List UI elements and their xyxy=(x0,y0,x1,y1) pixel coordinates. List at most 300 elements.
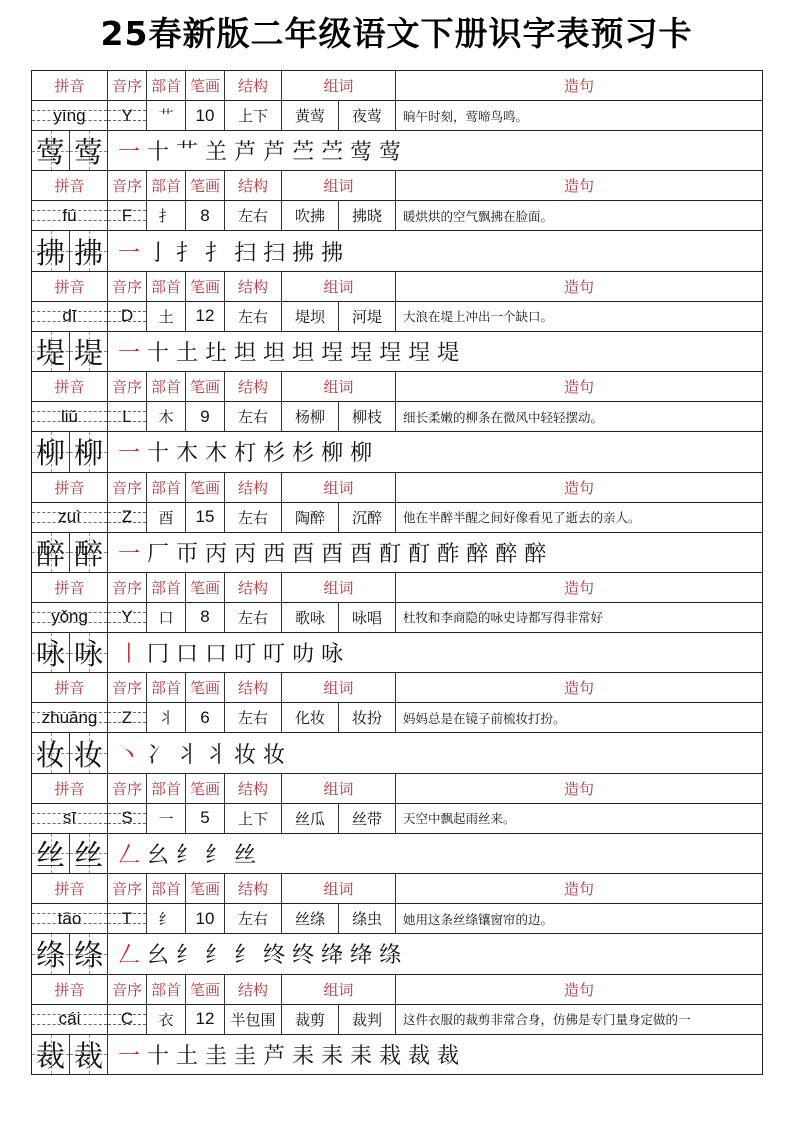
bushou-cell: 一 xyxy=(147,804,186,833)
word-2-cell: 河堤 xyxy=(339,302,396,331)
model-character: 咏 xyxy=(35,637,65,672)
stroke-step: 丶 xyxy=(118,742,141,768)
model-character: 醉 xyxy=(73,536,103,571)
pinyin-text: yǒng xyxy=(51,607,88,627)
tianzige-box-1 xyxy=(32,1035,70,1074)
header-bihua: 笔画 xyxy=(186,71,225,100)
stroke-step: 酢 xyxy=(437,541,460,567)
character-card xyxy=(32,873,762,973)
pinyin-text: cái xyxy=(58,1009,81,1029)
stroke-step: 土 xyxy=(176,1043,199,1069)
header-bushou: 部首 xyxy=(147,71,186,100)
header-pinyin: 拼音 xyxy=(32,372,108,401)
tianzige-box-2 xyxy=(70,934,108,973)
character-card xyxy=(32,271,762,371)
header-yinxu: 音序 xyxy=(108,975,147,1004)
header-zuci: 组词 xyxy=(282,171,396,200)
tianzige-box-1 xyxy=(32,131,70,170)
stroke-step: 杉 xyxy=(292,441,315,467)
pinyin-cell xyxy=(32,1005,108,1034)
info-row xyxy=(32,702,762,732)
header-jiegou: 结构 xyxy=(225,673,282,702)
stroke-step: 绦 xyxy=(379,943,402,969)
yinxu-text: S xyxy=(121,808,133,828)
sentence-cell: 杜牧和李商隐的咏史诗都写得非常好 xyxy=(403,610,604,626)
pinyin-text: yīng xyxy=(53,105,86,125)
header-yinxu: 音序 xyxy=(108,673,147,702)
jiegou-cell: 上下 xyxy=(225,101,282,130)
tianzige-box-1 xyxy=(32,533,70,572)
header-row xyxy=(32,974,762,1004)
stroke-step: 坦 xyxy=(263,340,286,366)
word-1-cell: 化妆 xyxy=(282,703,339,732)
yinxu-cell xyxy=(108,904,147,933)
header-jiegou: 结构 xyxy=(225,874,282,903)
stroke-step: 丙 xyxy=(205,541,228,567)
sentence-cell: 晌午时刻，莺啼鸟鸣。 xyxy=(403,108,529,124)
model-character: 莺 xyxy=(73,135,103,170)
stroke-step: 终 xyxy=(292,943,315,969)
bihua-cell: 10 xyxy=(186,904,225,933)
stroke-step: 𦍌 xyxy=(205,140,228,166)
header-zuci: 组词 xyxy=(282,473,396,502)
stroke-step: 丨 xyxy=(118,642,141,668)
header-row xyxy=(32,472,762,502)
tianzige-box-2 xyxy=(70,432,108,471)
pinyin-cell xyxy=(32,804,108,833)
yinxu-text: L xyxy=(122,406,132,426)
stroke-step: 埕 xyxy=(408,340,431,366)
header-zaoju: 造句 xyxy=(563,578,594,597)
stroke-order-sequence xyxy=(108,1035,762,1074)
header-zaoju: 造句 xyxy=(563,277,594,296)
model-character: 堤 xyxy=(73,335,103,370)
word-2-cell: 柳枝 xyxy=(339,402,396,431)
stroke-step: 丬 xyxy=(205,742,228,768)
practice-row xyxy=(32,732,762,772)
stroke-step: 艹 xyxy=(176,140,199,166)
stroke-step: 裁 xyxy=(408,1043,431,1069)
stroke-step: 木 xyxy=(176,441,199,467)
info-row xyxy=(32,502,762,532)
character-card xyxy=(32,472,762,572)
word-1-cell: 吹拂 xyxy=(282,201,339,230)
bihua-cell: 15 xyxy=(186,503,225,532)
pinyin-text: zuì xyxy=(58,507,81,527)
tianzige-box-2 xyxy=(70,834,108,873)
stroke-step: 幺 xyxy=(147,943,170,969)
stroke-step: 口 xyxy=(205,642,228,668)
yinxu-cell xyxy=(108,503,147,532)
pinyin-text: tāo xyxy=(57,908,82,928)
stroke-step: 酉 xyxy=(350,541,373,567)
header-bushou: 部首 xyxy=(147,774,186,803)
stroke-step: 幺 xyxy=(147,842,170,868)
bihua-cell: 9 xyxy=(186,402,225,431)
stroke-step: 圭 xyxy=(205,1043,228,1069)
jiegou-cell: 左右 xyxy=(225,201,282,230)
pinyin-text: dī xyxy=(62,306,77,326)
header-zaoju: 造句 xyxy=(563,679,594,698)
stroke-step: 丬 xyxy=(176,742,199,768)
stroke-step: 芦 xyxy=(234,140,257,166)
header-zuci: 组词 xyxy=(282,573,396,602)
header-zaoju: 造句 xyxy=(563,980,594,999)
page-title: 25春新版二年级语文下册识字表预习卡 xyxy=(100,14,693,53)
tianzige-box-1 xyxy=(32,231,70,270)
practice-row xyxy=(32,1034,762,1074)
header-pinyin: 拼音 xyxy=(32,673,108,702)
tianzige-box-2 xyxy=(70,1035,108,1074)
info-row xyxy=(32,903,762,933)
sentence-cell: 这件衣服的裁剪非常合身，仿佛是专门量身定做的一 xyxy=(403,1012,691,1028)
stroke-step: 纟 xyxy=(234,943,257,969)
stroke-step: 咏 xyxy=(321,642,344,668)
yinxu-text: C xyxy=(120,1009,134,1029)
header-pinyin: 拼音 xyxy=(32,774,108,803)
header-row xyxy=(32,672,762,702)
character-preview-table xyxy=(31,70,763,1075)
character-card xyxy=(32,572,762,672)
bushou-cell: 口 xyxy=(147,603,186,632)
header-pinyin: 拼音 xyxy=(32,171,108,200)
stroke-step: 一 xyxy=(118,240,141,266)
stroke-step: 纟 xyxy=(205,842,228,868)
stroke-step: 一 xyxy=(118,140,141,166)
header-zuci: 组词 xyxy=(282,673,396,702)
header-pinyin: 拼音 xyxy=(32,71,108,100)
yinxu-text: D xyxy=(120,306,134,326)
header-zaoju: 造句 xyxy=(563,880,594,899)
tianzige-box-1 xyxy=(32,633,70,672)
info-row xyxy=(32,1004,762,1034)
stroke-step: 纟 xyxy=(176,943,199,969)
tianzige-box-2 xyxy=(70,633,108,672)
character-card xyxy=(32,70,762,170)
header-jiegou: 结构 xyxy=(225,975,282,1004)
header-zuci: 组词 xyxy=(282,372,396,401)
stroke-step: 十 xyxy=(147,140,170,166)
character-card xyxy=(32,170,762,270)
stroke-step: 𠃋 xyxy=(118,842,141,868)
yinxu-cell xyxy=(108,603,147,632)
header-row xyxy=(32,371,762,401)
header-bihua: 笔画 xyxy=(186,272,225,301)
stroke-order-sequence xyxy=(108,633,762,672)
stroke-step: 圵 xyxy=(205,340,228,366)
info-row xyxy=(32,100,762,130)
word-1-cell: 丝绦 xyxy=(282,904,339,933)
pinyin-text: zhuāng xyxy=(41,707,98,727)
stroke-order-sequence xyxy=(108,533,762,572)
jiegou-cell: 左右 xyxy=(225,603,282,632)
word-2-cell: 妆扮 xyxy=(339,703,396,732)
sentence-cell: 细长柔嫩的柳条在微风中轻轻摆动。 xyxy=(403,409,604,425)
bihua-cell: 8 xyxy=(186,603,225,632)
header-bushou: 部首 xyxy=(147,372,186,401)
header-zuci: 组词 xyxy=(282,71,396,100)
sentence-cell: 她用这条丝绦镶窗帘的边。 xyxy=(403,911,554,927)
word-1-cell: 杨柳 xyxy=(282,402,339,431)
info-row xyxy=(32,803,762,833)
header-jiegou: 结构 xyxy=(225,272,282,301)
pinyin-cell xyxy=(32,503,108,532)
stroke-step: 栽 xyxy=(379,1043,402,1069)
yinxu-text: Y xyxy=(121,105,133,125)
tianzige-box-2 xyxy=(70,733,108,772)
stroke-step: 芦 xyxy=(263,140,286,166)
word-2-cell: 裁判 xyxy=(339,1005,396,1034)
stroke-step: 终 xyxy=(263,943,286,969)
model-character: 柳 xyxy=(73,436,103,471)
stroke-step: 绛 xyxy=(350,943,373,969)
jiegou-cell: 上下 xyxy=(225,804,282,833)
stroke-step: 叻 xyxy=(292,642,315,668)
jiegou-cell: 左右 xyxy=(225,904,282,933)
stroke-step: 朾 xyxy=(234,441,257,467)
header-jiegou: 结构 xyxy=(225,171,282,200)
bihua-cell: 12 xyxy=(186,1005,225,1034)
yinxu-text: Z xyxy=(121,707,133,727)
practice-row xyxy=(32,933,762,973)
stroke-step: 醉 xyxy=(524,541,547,567)
tianzige-box-1 xyxy=(32,733,70,772)
practice-row xyxy=(32,431,762,471)
tianzige-box-1 xyxy=(32,332,70,371)
word-2-cell: 丝带 xyxy=(339,804,396,833)
word-1-cell: 堤坝 xyxy=(282,302,339,331)
header-yinxu: 音序 xyxy=(108,171,147,200)
tianzige-box-1 xyxy=(32,834,70,873)
header-pinyin: 拼音 xyxy=(32,975,108,1004)
pinyin-cell xyxy=(32,101,108,130)
stroke-step: 叮 xyxy=(263,642,286,668)
stroke-step: 圭 xyxy=(234,1043,257,1069)
model-character: 咏 xyxy=(73,637,103,672)
header-jiegou: 结构 xyxy=(225,573,282,602)
jiegou-cell: 左右 xyxy=(225,503,282,532)
model-character: 妆 xyxy=(73,737,103,772)
stroke-step: 酊 xyxy=(408,541,431,567)
header-pinyin: 拼音 xyxy=(32,272,108,301)
header-bihua: 笔画 xyxy=(186,171,225,200)
stroke-order-sequence xyxy=(108,733,762,772)
header-jiegou: 结构 xyxy=(225,473,282,502)
stroke-step: 口 xyxy=(176,642,199,668)
yinxu-cell xyxy=(108,402,147,431)
stroke-step: 绛 xyxy=(321,943,344,969)
header-pinyin: 拼音 xyxy=(32,473,108,502)
bushou-cell: 艹 xyxy=(147,101,186,130)
pinyin-cell xyxy=(32,703,108,732)
stroke-step: 叮 xyxy=(234,642,257,668)
tianzige-box-2 xyxy=(70,332,108,371)
header-bushou: 部首 xyxy=(147,573,186,602)
tianzige-box-2 xyxy=(70,131,108,170)
bushou-cell: 土 xyxy=(147,302,186,331)
header-jiegou: 结构 xyxy=(225,372,282,401)
stroke-step: 土 xyxy=(176,340,199,366)
yinxu-cell xyxy=(108,201,147,230)
header-pinyin: 拼音 xyxy=(32,573,108,602)
header-bushou: 部首 xyxy=(147,975,186,1004)
stroke-step: 丝 xyxy=(234,842,257,868)
header-zuci: 组词 xyxy=(282,874,396,903)
header-row xyxy=(32,572,762,602)
stroke-step: 扫 xyxy=(234,240,257,266)
header-zaoju: 造句 xyxy=(563,177,594,196)
header-bushou: 部首 xyxy=(147,171,186,200)
header-jiegou: 结构 xyxy=(225,774,282,803)
header-row xyxy=(32,70,762,100)
stroke-step: 丙 xyxy=(234,541,257,567)
practice-row xyxy=(32,632,762,672)
stroke-step: 帀 xyxy=(176,541,199,567)
word-2-cell: 夜莺 xyxy=(339,101,396,130)
header-bushou: 部首 xyxy=(147,272,186,301)
stroke-order-sequence xyxy=(108,834,762,873)
practice-row xyxy=(32,532,762,572)
header-bihua: 笔画 xyxy=(186,473,225,502)
header-row xyxy=(32,773,762,803)
bushou-cell: 酉 xyxy=(147,503,186,532)
bihua-cell: 8 xyxy=(186,201,225,230)
header-zaoju: 造句 xyxy=(563,77,594,95)
stroke-step: 𠃋 xyxy=(118,943,141,969)
bihua-cell: 5 xyxy=(186,804,225,833)
stroke-step: 妆 xyxy=(263,742,286,768)
stroke-step: 厂 xyxy=(147,541,170,567)
stroke-step: 冫 xyxy=(147,742,170,768)
stroke-step: 裁 xyxy=(437,1043,460,1069)
stroke-step: 拂 xyxy=(292,240,315,266)
pinyin-cell xyxy=(32,904,108,933)
stroke-step: 莺 xyxy=(379,140,402,166)
sentence-cell: 天空中飘起雨丝来。 xyxy=(403,811,516,827)
yinxu-text: Z xyxy=(121,507,133,527)
header-yinxu: 音序 xyxy=(108,372,147,401)
stroke-step: 冂 xyxy=(147,642,170,668)
bushou-cell: 木 xyxy=(147,402,186,431)
stroke-step: 一 xyxy=(118,541,141,567)
stroke-step: 耒 xyxy=(292,1043,315,1069)
model-character: 裁 xyxy=(35,1038,65,1073)
stroke-step: 杉 xyxy=(263,441,286,467)
stroke-step: 一 xyxy=(118,340,141,366)
stroke-order-sequence xyxy=(108,231,762,270)
tianzige-box-1 xyxy=(32,934,70,973)
yinxu-cell xyxy=(108,1005,147,1034)
stroke-step: 十 xyxy=(147,340,170,366)
header-bihua: 笔画 xyxy=(186,975,225,1004)
tianzige-box-2 xyxy=(70,533,108,572)
header-yinxu: 音序 xyxy=(108,272,147,301)
jiegou-cell: 左右 xyxy=(225,703,282,732)
jiegou-cell: 左右 xyxy=(225,302,282,331)
stroke-step: 耒 xyxy=(350,1043,373,1069)
stroke-order-sequence xyxy=(108,332,762,371)
header-zaoju: 造句 xyxy=(563,378,594,397)
stroke-step: 一 xyxy=(118,441,141,467)
header-bushou: 部首 xyxy=(147,473,186,502)
pinyin-text: liǔ xyxy=(60,406,78,426)
stroke-step: 醉 xyxy=(466,541,489,567)
stroke-step: 扫 xyxy=(263,240,286,266)
yinxu-text: F xyxy=(121,205,133,225)
stroke-step: 坦 xyxy=(292,340,315,366)
yinxu-text: Y xyxy=(121,607,133,627)
stroke-step: 一 xyxy=(118,1043,141,1069)
stroke-step: 拂 xyxy=(321,240,344,266)
stroke-step: 醉 xyxy=(495,541,518,567)
yinxu-cell xyxy=(108,703,147,732)
pinyin-cell xyxy=(32,603,108,632)
header-zaoju: 造句 xyxy=(563,779,594,798)
stroke-step: 西 xyxy=(263,541,286,567)
model-character: 拂 xyxy=(73,235,103,270)
model-character: 妆 xyxy=(35,737,65,772)
word-1-cell: 陶醉 xyxy=(282,503,339,532)
model-character: 莺 xyxy=(35,135,65,170)
stroke-step: 埕 xyxy=(350,340,373,366)
practice-row xyxy=(32,833,762,873)
header-bihua: 笔画 xyxy=(186,774,225,803)
bushou-cell: 扌 xyxy=(147,201,186,230)
bihua-cell: 6 xyxy=(186,703,225,732)
stroke-step: 柳 xyxy=(321,441,344,467)
header-zuci: 组词 xyxy=(282,774,396,803)
pinyin-cell xyxy=(32,201,108,230)
header-jiegou: 结构 xyxy=(225,71,282,100)
practice-row xyxy=(32,130,762,170)
model-character: 丝 xyxy=(35,837,65,872)
stroke-order-sequence xyxy=(108,131,762,170)
stroke-step: 坦 xyxy=(234,340,257,366)
header-row xyxy=(32,271,762,301)
pinyin-text: sī xyxy=(62,808,77,828)
stroke-step: 纟 xyxy=(205,943,228,969)
stroke-step: 苎 xyxy=(321,140,344,166)
header-yinxu: 音序 xyxy=(108,874,147,903)
word-1-cell: 歌咏 xyxy=(282,603,339,632)
sentence-cell: 大浪在堤上冲出一个缺口。 xyxy=(403,309,554,325)
bushou-cell: 衣 xyxy=(147,1005,186,1034)
header-yinxu: 音序 xyxy=(108,473,147,502)
header-yinxu: 音序 xyxy=(108,774,147,803)
tianzige-box-2 xyxy=(70,231,108,270)
header-yinxu: 音序 xyxy=(108,573,147,602)
word-2-cell: 沉醉 xyxy=(339,503,396,532)
stroke-order-sequence xyxy=(108,934,762,973)
stroke-step: 妆 xyxy=(234,742,257,768)
info-row xyxy=(32,200,762,230)
stroke-step: 纟 xyxy=(176,842,199,868)
model-character: 绦 xyxy=(35,938,65,973)
header-row xyxy=(32,170,762,200)
info-row xyxy=(32,401,762,431)
yinxu-cell xyxy=(108,804,147,833)
word-1-cell: 黄莺 xyxy=(282,101,339,130)
yinxu-cell xyxy=(108,101,147,130)
stroke-step: 埕 xyxy=(321,340,344,366)
bushou-cell: 纟 xyxy=(147,904,186,933)
header-yinxu: 音序 xyxy=(108,71,147,100)
stroke-step: 酊 xyxy=(379,541,402,567)
word-2-cell: 咏唱 xyxy=(339,603,396,632)
pinyin-text: fú xyxy=(62,205,77,225)
stroke-step: 十 xyxy=(147,1043,170,1069)
model-character: 丝 xyxy=(73,837,103,872)
